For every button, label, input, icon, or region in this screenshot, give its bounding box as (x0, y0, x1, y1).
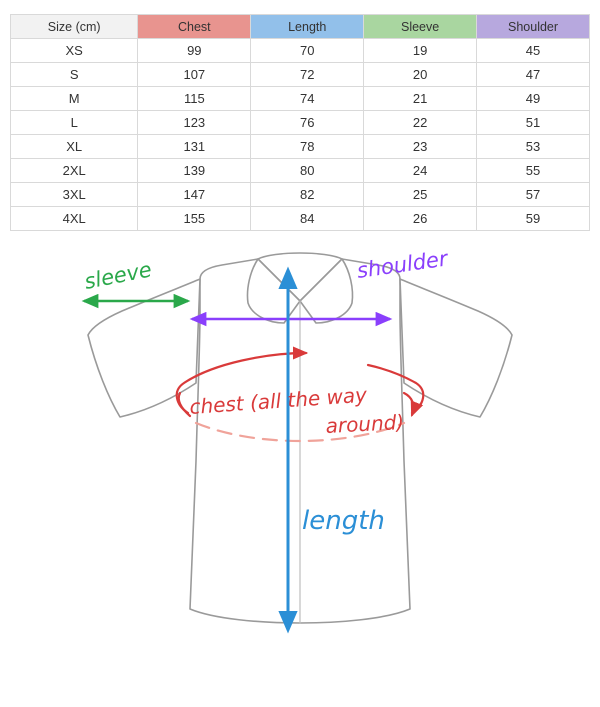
cell-shoulder: 45 (477, 39, 590, 63)
cell-length: 70 (251, 39, 364, 63)
cell-length: 84 (251, 207, 364, 231)
shirt-measurement-diagram (0, 241, 600, 701)
cell-sleeve: 20 (364, 63, 477, 87)
length-label: length (302, 506, 385, 536)
table-row (11, 63, 590, 87)
cell-length: 78 (251, 135, 364, 159)
table-row (11, 111, 590, 135)
cell-size: 3XL (11, 183, 138, 207)
cell-sleeve: 24 (364, 159, 477, 183)
shoulder-label: shoulder (355, 246, 449, 283)
table-row (11, 207, 590, 231)
chest-label-line1: chest (all the way (188, 382, 368, 419)
cell-shoulder: 51 (477, 111, 590, 135)
cell-sleeve: 21 (364, 87, 477, 111)
table-row (11, 87, 590, 111)
cell-size: M (11, 87, 138, 111)
cell-size: 4XL (11, 207, 138, 231)
cell-sleeve: 26 (364, 207, 477, 231)
table-row (11, 159, 590, 183)
cell-shoulder: 59 (477, 207, 590, 231)
table-header (11, 15, 590, 39)
size-table-container (0, 0, 600, 231)
column-header-sleeve: Sleeve (364, 15, 477, 39)
cell-length: 72 (251, 63, 364, 87)
column-header-length: Length (251, 15, 364, 39)
cell-chest: 107 (138, 63, 251, 87)
column-header-chest: Chest (138, 15, 251, 39)
table-row (11, 39, 590, 63)
cell-sleeve: 22 (364, 111, 477, 135)
cell-chest: 123 (138, 111, 251, 135)
cell-length: 76 (251, 111, 364, 135)
cell-size: 2XL (11, 159, 138, 183)
cell-chest: 139 (138, 159, 251, 183)
cell-length: 74 (251, 87, 364, 111)
cell-shoulder: 49 (477, 87, 590, 111)
sleeve-label: sleeve (82, 257, 154, 294)
cell-shoulder: 47 (477, 63, 590, 87)
cell-shoulder: 53 (477, 135, 590, 159)
cell-chest: 155 (138, 207, 251, 231)
cell-sleeve: 23 (364, 135, 477, 159)
table-body (11, 39, 590, 231)
cell-size: XL (11, 135, 138, 159)
cell-size: XS (11, 39, 138, 63)
cell-length: 82 (251, 183, 364, 207)
chest-measure-arrow-right (404, 393, 414, 415)
cell-sleeve: 25 (364, 183, 477, 207)
cell-sleeve: 19 (364, 39, 477, 63)
cell-size: S (11, 63, 138, 87)
column-header-shoulder: Shoulder (477, 15, 590, 39)
column-header-size: Size (cm) (11, 15, 138, 39)
table-row (11, 135, 590, 159)
chest-label-line2: around) (325, 409, 405, 438)
cell-chest: 99 (138, 39, 251, 63)
cell-size: L (11, 111, 138, 135)
cell-shoulder: 55 (477, 159, 590, 183)
shirt-illustration (88, 253, 512, 623)
cell-length: 80 (251, 159, 364, 183)
cell-chest: 131 (138, 135, 251, 159)
cell-shoulder: 57 (477, 183, 590, 207)
size-chart-table (10, 14, 590, 231)
table-header-row (11, 15, 590, 39)
cell-chest: 147 (138, 183, 251, 207)
table-row (11, 183, 590, 207)
cell-chest: 115 (138, 87, 251, 111)
